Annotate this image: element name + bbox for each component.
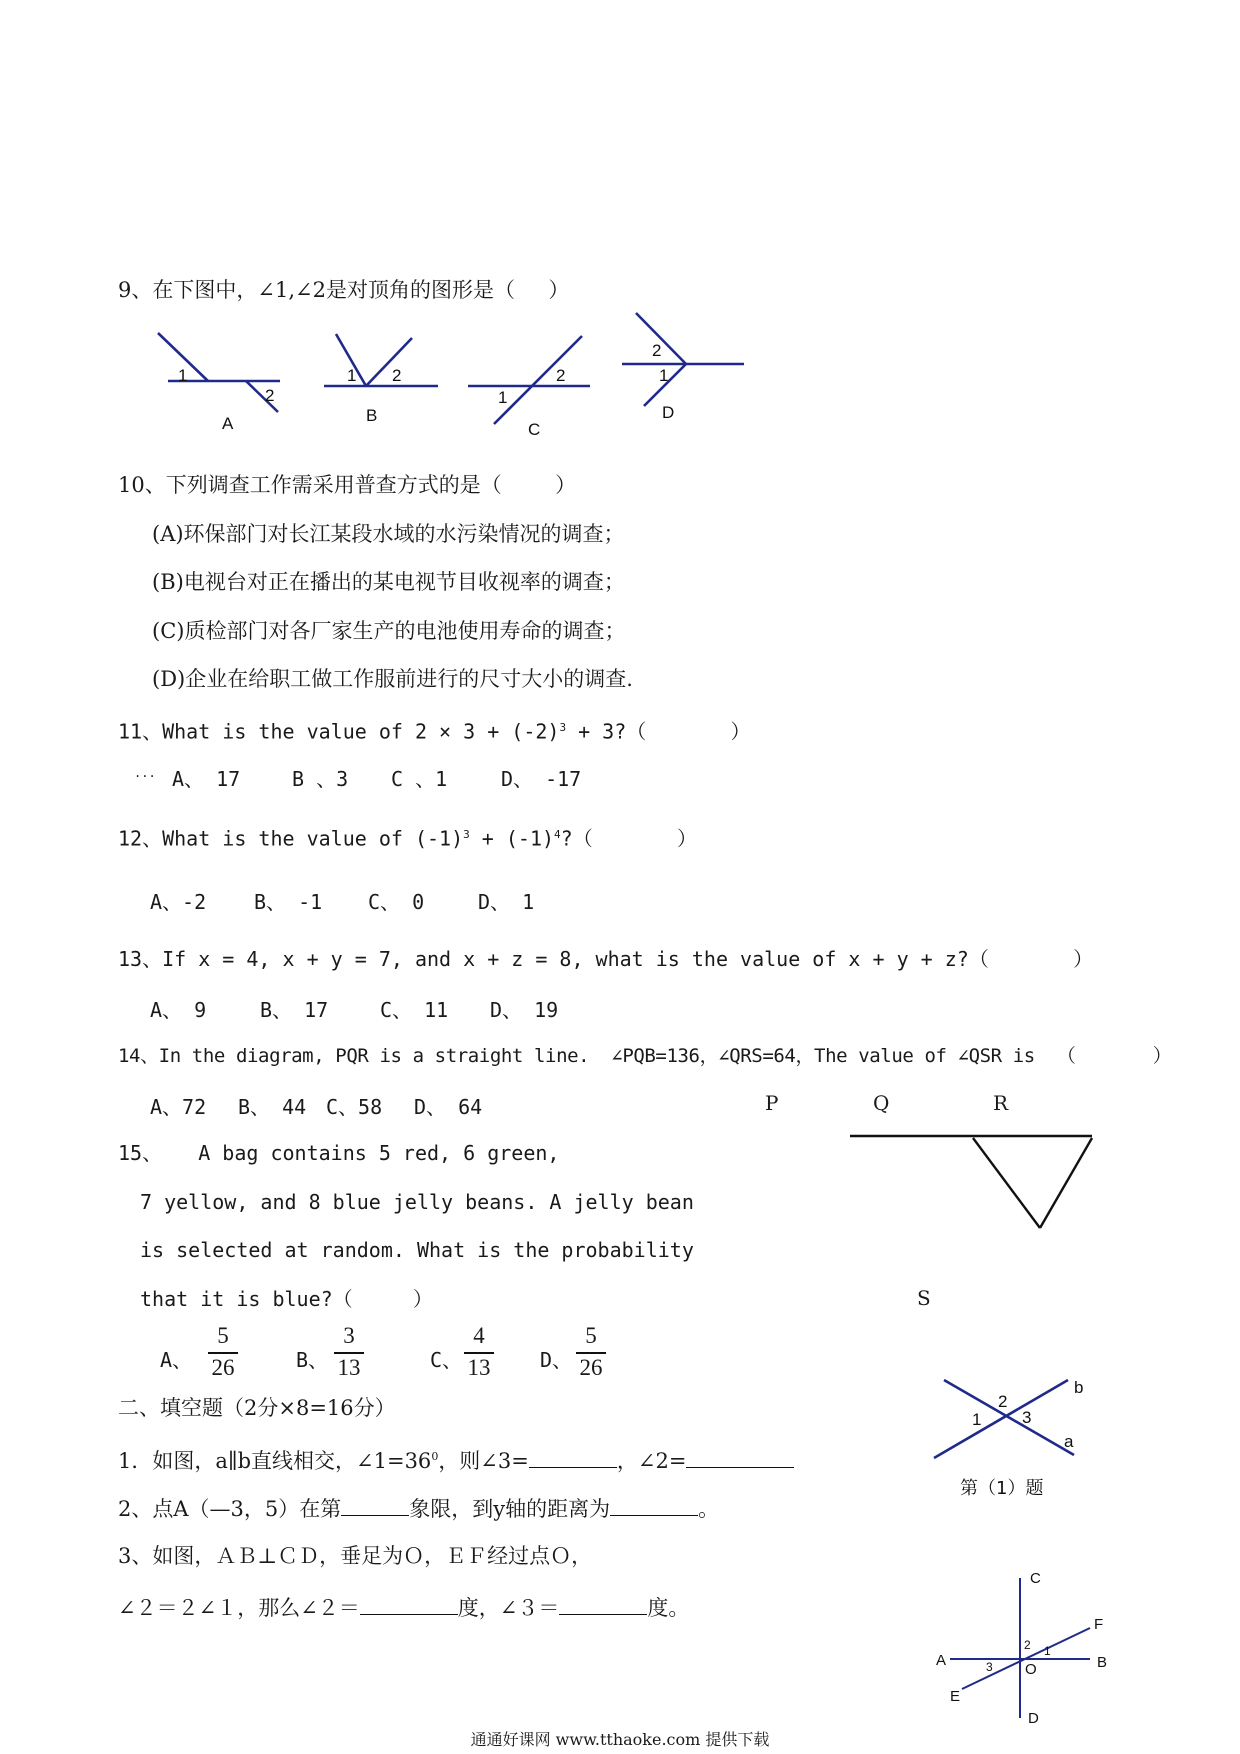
fig-d-label-2: 2 [652,341,662,360]
q15-option-d-num: 5 [585,1323,597,1348]
q15-line-2: 7 yellow, and 8 blue jelly beans. A jelly bean [140,1190,694,1214]
q13-option-c: C、 11 [380,998,449,1022]
fill-q1-mid: ，则∠3= [438,1449,529,1473]
fig-a-label-2: 2 [265,386,275,405]
q13-option-a: A、 9 [150,998,207,1022]
q12-option-a: A、-2 [150,890,207,914]
q11-text-post: + 3?（ ） [566,719,751,744]
fill-q1-label-2: 2 [998,1392,1008,1411]
q15-option-a-den: 26 [211,1354,235,1380]
q15-option-a-num: 5 [217,1323,229,1348]
q12-text-mid: + (-1) [469,826,555,851]
fig-b-label-2: 2 [392,366,402,385]
q14-label-q: Q [873,1091,890,1115]
q11-option-d: D、 -17 [501,767,582,791]
fig-c-label-2: 2 [556,366,566,385]
fill-q1-pre: 1．如图，a∥b直线相交，∠1=36 [118,1449,432,1473]
q14-option-d: D、 64 [414,1095,483,1119]
q15-line-3: is selected at random. What is the probability [140,1238,694,1262]
q11-option-a: A、 17 [172,767,241,791]
fig-a-option: A [222,414,234,433]
q14-label-p: P [765,1091,779,1115]
q12-option-c: C、 0 [368,890,425,914]
q9-text: 9、在下图中，∠1,∠2是对顶角的图形是（ ） [118,278,570,302]
q12-option-d: D、 1 [478,890,535,914]
q11-prefix: ... [134,766,156,780]
fill-q1-degree: 0 [431,1450,439,1463]
q12-text-post: ?（ ） [560,826,697,851]
fill-q3-label-b: B [1097,1654,1108,1671]
q15-option-a-label: A、 [160,1348,193,1372]
q11-exponent: 3 [559,721,567,734]
fill-q3-label-3: 3 [986,1660,993,1674]
fig-c-option: C [528,420,541,439]
q12-text-pre: 12、What is the value of (-1) [118,826,464,851]
q10-option-d: (D)企业在给职工做工作服前进行的尺寸大小的调查. [152,667,633,691]
q13-text: 13、If x = 4, x + y = 7, and x + z = 8, what is the value of x + y + z?（ ） [118,947,1094,971]
fig-b-label-1: 1 [347,366,357,385]
q11-option-c: C 、1 [391,767,448,791]
fig-c-label-1: 1 [498,388,508,407]
q12-exponent-2: 4 [554,828,561,841]
q14-label-r: R [993,1091,1009,1115]
fill-q3-label-c: C [1030,1570,1041,1587]
fill-q3-label-f: F [1094,1616,1104,1633]
q14-label-s: S [917,1286,931,1310]
q11-text-pre: 11、What is the value of 2 × 3 + (-2) [118,719,560,744]
fill-q2-mid: 象限，到y轴的距离为 [409,1497,611,1521]
section2-heading: 二、填空题（2分×8=16分） [118,1396,396,1420]
fill-q1-label-a: a [1064,1432,1074,1451]
q15-line-4: that it is blue?（ ） [140,1287,433,1311]
q15-option-b-label: B、 [296,1348,329,1372]
q14-option-a: A、72 [150,1095,207,1119]
q10-text: 10、下列调查工作需采用普查方式的是（ ） [118,473,577,497]
fig-b-option: B [366,406,378,425]
q15-option-b-den: 13 [337,1354,361,1380]
q15-option-c-num: 4 [473,1323,485,1348]
fill-q3-line1: 3、如图，ＡＢ⊥ＣＤ，垂足为Ｏ，ＥＦ经过点Ｏ， [118,1544,593,1568]
q11-option-b: B 、3 [292,767,349,791]
q15-option-c-label: C、 [430,1348,463,1372]
fig-a-label-1: 1 [178,366,188,385]
q10-option-b: (B)电视台对正在播出的某电视节目收视率的调查； [152,570,625,594]
fill-q1-sep: ，∠2= [616,1449,687,1473]
q15-option-d-den: 26 [579,1354,603,1380]
fill-q3-label-e: E [950,1688,961,1705]
fill-q2-end: 。 [698,1497,720,1521]
fill-q3-label-a: A [936,1652,947,1669]
fill-q1-label-b: b [1074,1378,1084,1397]
q14-text: 14、In the diagram, PQR is a straight line. ∠PQB=136，∠QRS=64，The value of ∠QSR is （ ） [118,1045,1172,1067]
fill-q3-label-d: D [1028,1710,1039,1727]
q15-line-1: 15、 A bag contains 5 red, 6 green, [118,1141,560,1165]
fill-q3-pre: ∠２＝２∠１，那么∠２＝ [118,1596,360,1620]
fill-q1-caption: 第（1）题 [960,1478,1044,1499]
fill-q3-label-2: 2 [1024,1638,1031,1652]
fill-q3-label-1: 1 [1044,1644,1051,1658]
fill-q3-mid: 度，∠３＝ [457,1596,560,1620]
q15-option-c-den: 13 [467,1354,491,1380]
fill-q2-pre: 2、点A（—3，5）在第 [118,1497,342,1521]
fill-q3-label-o: O [1025,1661,1037,1678]
page-footer: 通通好课网 www.tthaoke.com 提供下载 [470,1730,770,1749]
q13-option-d: D、 19 [490,998,559,1022]
q12-option-b: B、 -1 [254,890,323,914]
q10-option-a: (A)环保部门对长江某段水域的水污染情况的调查； [152,522,625,546]
q15-option-b-num: 3 [343,1323,355,1348]
q13-option-b: B、 17 [260,998,329,1022]
q14-option-c: C、58 [326,1095,383,1119]
q14-option-b: B、 44 [238,1095,307,1119]
q15-option-d-label: D、 [540,1348,573,1372]
q10-option-c: (C)质检部门对各厂家生产的电池使用寿命的调查； [152,619,626,643]
fill-q3-end: 度。 [647,1596,690,1620]
fig-d-label-1: 1 [659,366,669,385]
q12-exponent-1: 3 [463,828,470,841]
fill-q1-label-1: 1 [972,1410,982,1429]
fig-d-option: D [662,403,675,422]
fill-q1-label-3: 3 [1022,1408,1032,1427]
